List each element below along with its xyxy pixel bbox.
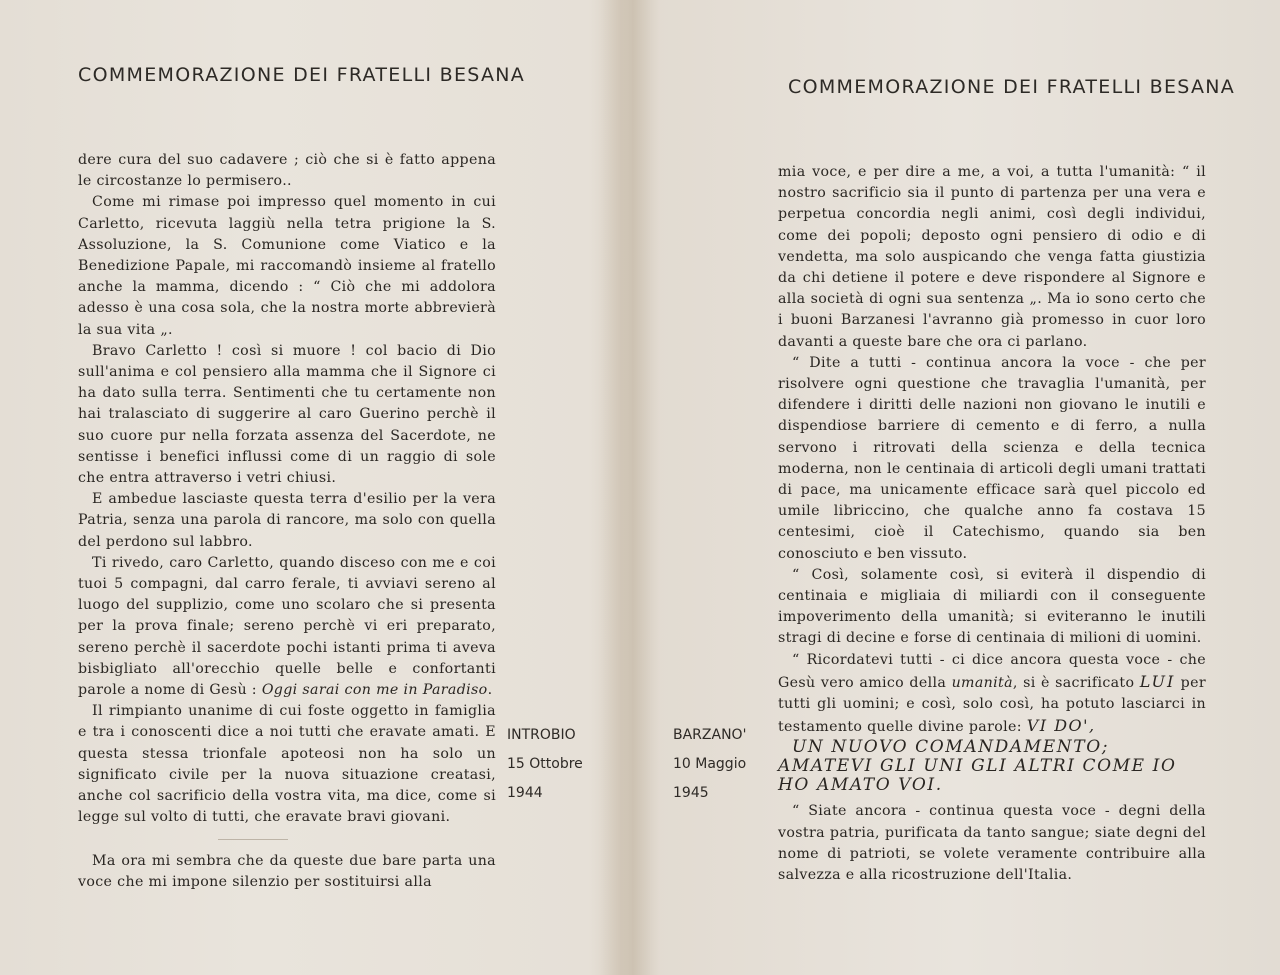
header-left: COMMEMORAZIONE DEI FRATELLI BESANA: [78, 64, 526, 86]
paragraph: Ma ora mi sembra che da queste due bare parta una voce che mi impone silenzio per sostituirsi alla: [78, 852, 496, 890]
place-name: BARZANO': [673, 727, 747, 743]
emphasis-commandment: UN NUOVO COMANDAMENTO; AMATEVI GLI UNI GLI ALTRI COME IO HO AMATO VOI.: [778, 737, 1177, 796]
emphasis-commandment-start: VI DO',: [1026, 716, 1096, 736]
emphasis-lui: LUI: [1139, 671, 1176, 691]
paragraph: Bravo Carletto ! così si muore ! col bacio di Dio sull'anima e col pensiero alla mamma che il Signore ci ha dato sulla terra. Sentimenti che tu certamente non hai tralasciato di suggerire al caro Guerino perchè il suo cuore pur nella forzata assenza del Sacerdote, ne sentisse i benefici influssi come di un raggio di sole che entra attraverso i vetri chiusi.: [78, 342, 496, 487]
place-year: 1945: [673, 785, 709, 801]
paragraph: [778, 650, 1206, 796]
paragraph-text: , si è sacrificato: [1012, 674, 1135, 691]
paragraph-end: .: [487, 682, 493, 699]
header-right: COMMEMORAZIONE DEI FRATELLI BESANA: [788, 76, 1236, 98]
paragraph: Il rimpianto unanime di cui foste oggetto in famiglia e tra i conoscenti dice a noi tutti che eravate amati. E questa stessa trionfale apoteosi non ha solo un significato civile per la nuova situazione creatasi, anche col sacrificio della vostra vita, ma dice, come si legge sul volto di tutti, che eravate bravi giovani.: [78, 703, 496, 826]
paragraph: “ Dite a tutti - continua ancora la voce - che per risolvere ogni questione che travaglia l'umanità, per difendere i diritti delle nazioni non giovano le inutili e dispendiose barriere di cemento e di ferro, a nulla servono i ritrovati della scienza e della tecnica moderna, non le centinaia di articoli degli umani trattati di pace, ma unicamente efficace sarà quel piccolo ed umile libriccino, che qualche anno fa costava 15 centesimi, cioè il Catechismo, quando sia ben conosciuto e ben vissuto.: [778, 354, 1206, 562]
page-fold: [600, 0, 660, 975]
right-text-column: [778, 162, 1206, 886]
paragraph: mia voce, e per dire a me, a voi, a tutta l'umanità: “ il nostro sacrificio sia il punto di partenza per una vera e perpetua concordia negli animi, così degli individui, come dei popoli; deposto ogni pensiero di odio e di vendetta, ma solo auspicando che venga fatta giustizia da chi detiene il potere e deve rispondere al Signore e alla società di ogni sua sentenza „. Ma io sono certo che i buoni Barzanesi l'avranno già promesso in cuor loro davanti a queste bare che ora ci parlano.: [778, 164, 1206, 350]
left-text-column: [78, 150, 496, 893]
place-date: 15 Ottobre: [507, 756, 583, 772]
paragraph-text: per tutti gli uomini; e così, solo così, ha potuto lasciarci in testamento quelle divine parole:: [778, 674, 1206, 736]
place-year: 1944: [507, 785, 543, 801]
separator: [78, 833, 496, 847]
italic-quote: Oggi sarai con me in Paradiso: [261, 682, 488, 699]
paragraph: Come mi rimase poi impresso quel momento in cui Carletto, ricevuta laggiù nella tetra prigione la S. Assoluzione, la S. Comunione come Viatico e la Benedizione Papale, mi raccomandò insieme al fratello anche la mamma, dicendo : “ Ciò che mi addolora adesso è una cosa sola, che la nostra morte abbrevierà la sua vita „.: [78, 194, 496, 338]
paragraph: dere cura del suo cadavere ; ciò che si è fatto appena le circostanze lo permisero..: [78, 152, 496, 190]
paragraph: “ Così, solamente così, si eviterà il dispendio di centinaia e migliaia di miliardi con il conseguente impoverimento della umanità; si eviteranno le inutili stragi di decine e forse di centinaia di milioni di uomini.: [778, 566, 1206, 647]
place-date-barzano: [673, 721, 746, 808]
place-date-introbio: [507, 721, 583, 808]
italic-word: umanità: [951, 674, 1013, 691]
paragraph: [78, 553, 496, 701]
paragraph-text: Ti rivedo, caro Carletto, quando disceso con me e coi tuoi 5 compagni, dal carro ferale, ti avviavi sereno al luogo del supplizio, come uno scolaro che si presenta per la prova finale; sereno perchè vi eri preparato, sereno perchè il sacerdote pochi istanti prima ti aveva bisbigliato all'orecchio quelle belle e confortanti parole a nome di Gesù :: [78, 554, 496, 699]
paragraph: “ Siate ancora - continua questa voce - degni della vostra patria, purificata da tanto sangue; siate degni del nome di patrioti, se volete veramente contribuire alla salvezza e alla ricostruzione dell'Italia.: [778, 803, 1206, 884]
place-date: 10 Maggio: [673, 756, 747, 772]
paragraph-text: “ Ricordatevi tutti - ci dice ancora questa voce - che Gesù vero amico della: [778, 651, 1206, 691]
place-name: INTROBIO: [507, 727, 576, 743]
paragraph: E ambedue lasciaste questa terra d'esilio per la vera Patria, senza una parola di rancore, ma solo con quella del perdono sul labbro.: [78, 491, 496, 550]
